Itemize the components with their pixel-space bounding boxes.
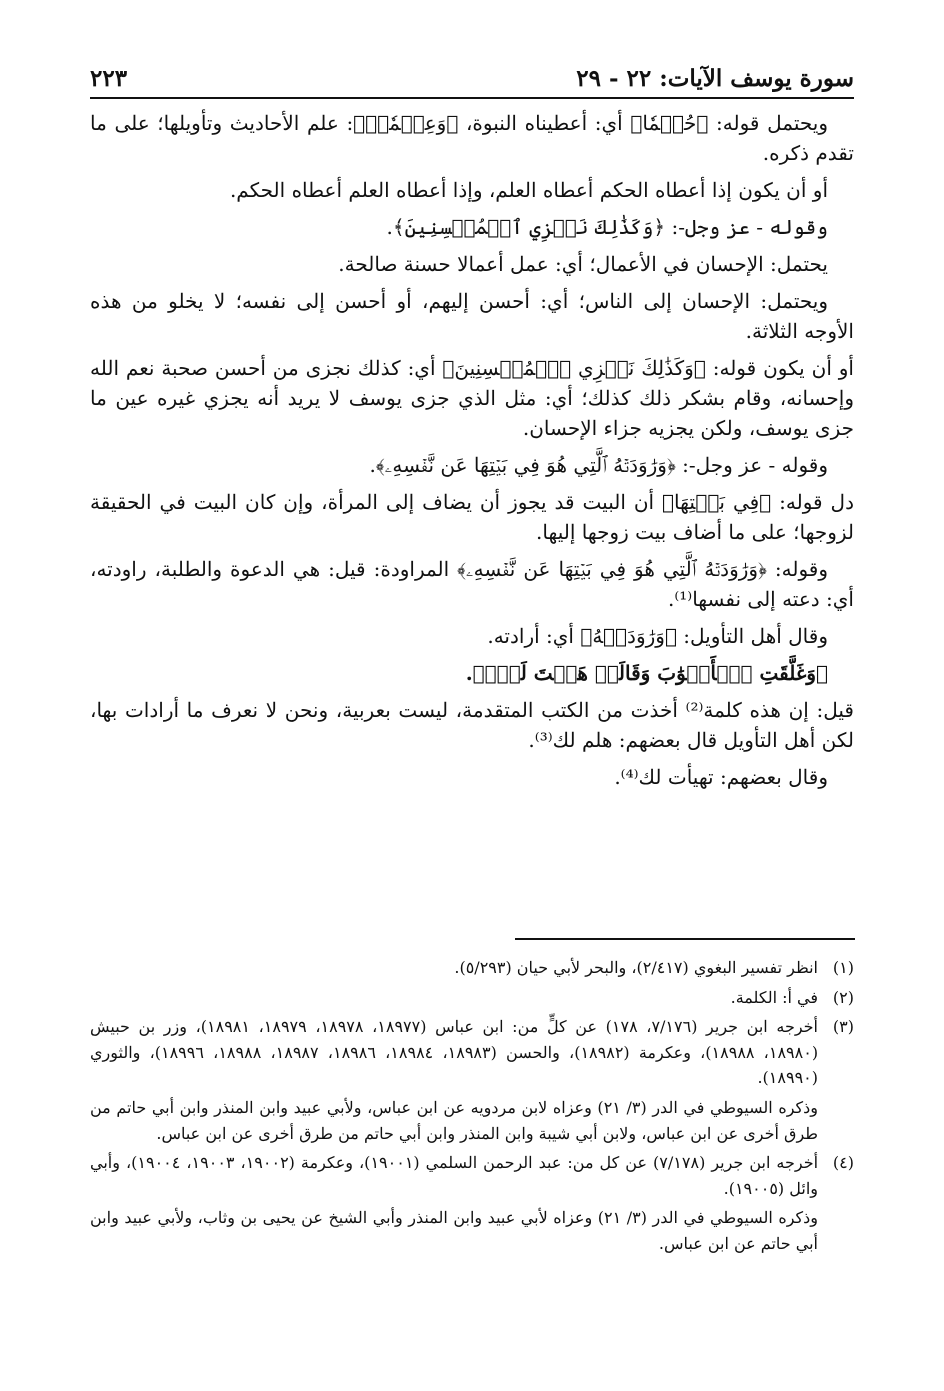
page-header [90,56,854,92]
paragraph: وقوله - عز وجل-: ﴿وَرَٰوَدَتۡهُ ٱلَّتِي هُوَ فِي بَيۡتِهَا عَن نَّفۡسِهِۦ﴾. [369,453,828,477]
page-number: ٢٢٣ [90,65,128,92]
footnote [90,1150,854,1201]
paragraph: قيل: إن هذه كلمة⁽²⁾ أخذت من الكتب المتقدمة، ليست بعربية، ونحن لا نعرف ما أرادات بها، لكن أهل التأويل قال بعضهم: هلم لك⁽³⁾. [90,698,854,752]
paragraph: دل قوله: ﴿فِي بَيۡتِهَا﴾ أن البيت قد يجوز أن يضاف إلى المرأة، وإن كان البيت في الحقيقة لزوجها؛ على ما أضاف بيت زوجها إليها. [90,490,854,544]
paragraph: وقال أهل التأويل: ﴿وَرَٰوَدَتۡهُ﴾ أي: أرادته. [487,624,828,648]
paragraph: وقال بعضهم: تهيأت لك⁽⁴⁾. [614,765,828,789]
paragraph: ويحتمل: الإحسان إلى الناس؛ أي: أحسن إليهم، أو أحسن إلى نفسه؛ لا يخلو من هذه الأوجه الثلاثة. [90,289,854,343]
footnotes [90,955,854,1261]
paragraph: وقوله: ﴿وَرَٰوَدَتۡهُ ٱلَّتِي هُوَ فِي بَيۡتِهَا عَن نَّفۡسِهِۦ﴾ المراودة: قيل: هي الدعوة والطلبة، راودته، أي: دعته إلى نفسها⁽¹⁾. [90,557,854,611]
quranic-verse: ﴿وَغَلَّقَتِ ٱلۡأَبۡوَٰبَ وَقَالَتۡ هَيۡتَ لَكَۚ﴾. [465,661,828,685]
footnote-continuation: وذكره السيوطي في الدر (٣/ ٢١) وعزاه لابن مردويه عن ابن عباس، ولأبي عبيد وابن المنذر وابن أبي حاتم من طرق أخرى عن ابن عباس، ولابن أبي شيبة وابن المنذر وابن أبي حاتم من طرق أخرى عن ابن عباس. [90,1097,819,1143]
paragraph: أو أن يكون إذا أعطاه الحكم أعطاه العلم، وإذا أعطاه العلم أعطاه الحكم. [229,178,828,202]
footnote [90,1014,854,1091]
footnote-continuation: وذكره السيوطي في الدر (٣/ ٢١) وعزاه لأبي عبيد وابن المنذر وأبي الشيخ عن يحيى بن وثاب، ولأبي عبيد وابن أبي حاتم عن ابن عباس. [90,1208,819,1253]
running-title: سورة يوسف الآيات: ٢٢ - ٢٩ [576,65,854,92]
paragraph: يحتمل: الإحسان في الأعمال؛ أي: عمل أعمالا حسنة صالحة. [338,252,828,276]
paragraph: أو أن يكون قوله: ﴿وَكَذَٰلِكَ نَجۡزِي ٱلۡمُحۡسِنِينَ﴾ أي: كذلك نجزى من أحسن صحبة نعم الله وإحسانه، وقام بشكر ذلك كذلك؛ أي: مثل الذي جزى يوسف لا يريد أنه يجزي غيره عين ما جزى يوسف، ولكن يجزيه جزاء الإحسان. [90,356,854,440]
footnote-divider [515,938,855,940]
footnote-text: أخرجه ابن جرير (٧/١٧٨) عن كل من: عبد الرحمن السلمي (١٩٠٠١)، وعكرمة (١٩٠٠٢، ١٩٠٠٣، ١٩٠٠٤)، وأبي وائل (١٩٠٠٥). [90,1153,819,1198]
paragraph: ويحتمل قوله: ﴿حُكۡمٗا﴾ أي: أعطيناه النبوة، ﴿وَعِلۡمٗاۚ﴾: علم الأحاديث وتأويلها؛ على ما تقدم ذكره. [90,111,854,165]
footnote [90,985,854,1011]
footnote-number: (١) [832,958,854,977]
footnote-number: (٤) [832,1153,854,1173]
footnote-number: (٣) [832,1017,854,1037]
footnote-text: في أ: الكلمة. [730,987,818,1007]
footnote-text: انظر تفسير البغوي (٢/٤١٧)، والبحر لأبي حيان (٥/٢٩٣). [454,958,818,977]
main-text [90,108,854,799]
footnote [90,955,854,981]
footnote-text: أخرجه ابن جرير (٧/١٧٦، ١٧٨) عن كلٍّ من: ابن عباس (١٨٩٧٧، ١٨٩٧٨، ١٨٩٧٩، ١٨٩٨١)، وزر بن حبيش (١٨٩٨٠، ١٨٩٨٨)، وعكرمة (١٨٩٨٢)، والحسن (١٨٩٨٣، ١٨٩٨٤، ١٨٩٨٦، ١٨٩٨٧، ١٨٩٨٨، ١٨٩٩٦)، والثوري (١٨٩٩٠). [90,1017,819,1088]
header-divider [90,97,854,99]
paragraph: وقوله - عز وجل-: ﴿وَكَذَٰلِكَ نَجۡزِي ٱلۡمُحۡسِنِينَ﴾. [386,215,828,239]
footnote-number: (٢) [832,987,854,1007]
